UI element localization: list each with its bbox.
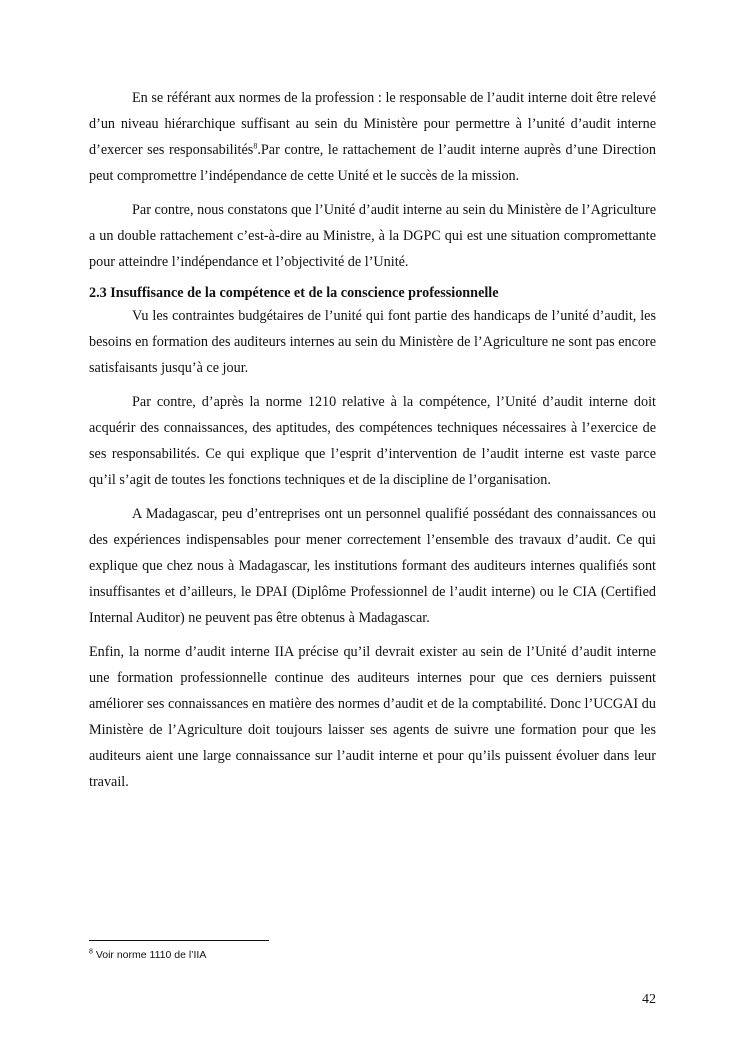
paragraph-2: Par contre, nous constatons que l’Unité d’audit interne au sein du Ministère de l’Agriculture a un double rattachement c’est-à-dire au Ministre, à la DGPC qui est une situation compromettante pour atteindre l’indépendance et l’objectivité de l’Unité. <box>89 202 656 270</box>
paragraph-4: Par contre, d’après la norme 1210 relative à la compétence, l’Unité d’audit interne doit acquérir des connaissances, des aptitudes, des compétences techniques nécessaires à l’exercice de ses responsabilités. Ce qui explique que l’esprit d’intervention de l’audit interne est vaste parce qu’il s’agit de toutes les fonctions techniques et de la discipline de l’organisation. <box>89 394 656 488</box>
footnote-separator <box>89 940 269 941</box>
footnote-text: Voir norme 1110 de l’IIA <box>92 949 207 961</box>
paragraph-1-text-cont: .Par contre, le rattachement de l’audit interne auprès d’une Direction peut compromettre l’indépendance de cette Unité et le succès de la mission. <box>89 142 656 184</box>
section-heading-2-3: 2.3 Insuffisance de la compétence et de la conscience professionnelle <box>89 285 499 301</box>
paragraph-1-text: En se référant aux normes de la profession : le responsable de l’audit interne doit être relevé d’un niveau hiérarchique suffisant au sein du Ministère pour permettre à l’unité d’audit interne d’exercer ses responsabilités <box>89 90 656 158</box>
footnote-reference[interactable]: 8 <box>253 141 258 151</box>
paragraph-1 <box>89 85 656 189</box>
paragraph-3: Vu les contraintes budgétaires de l’unité qui font partie des handicaps de l’unité d’audit, les besoins en formation des auditeurs internes au sein du Ministère de l’Agriculture ne sont pas encore satisfaisants jusqu’à ce jour. <box>89 308 656 376</box>
footnote <box>89 948 206 962</box>
page-body <box>89 85 656 795</box>
footnote-number: 8 <box>89 948 93 956</box>
paragraph-5: A Madagascar, peu d’entreprises ont un personnel qualifié possédant des connaissances ou des expériences indispensables pour mener correctement l’ensemble des travaux d’audit. Ce qui explique que chez nous à Madagascar, les institutions formant des auditeurs internes qualifiés sont insuffisantes et d’ailleurs, le DPAI (Diplôme Professionnel de l’audit interne) ou le CIA (Certified Internal Auditor) ne peuvent pas être obtenus à Madagascar. <box>89 506 656 626</box>
paragraph-6: Enfin, la norme d’audit interne IIA précise qu’il devrait exister au sein de l’Unité d’audit interne une formation professionnelle continue des auditeurs internes pour que ces derniers puissent améliorer ses connaissances en matière des normes d’audit et de la comptabilité. Donc l’UCGAI du Ministère de l’Agriculture doit toujours laisser ses agents de suivre une formation pour que les auditeurs aient une large connaissance sur l’audit interne et pour qu’ils puissent évoluer dans leur travail. <box>89 644 656 790</box>
page-number: 42 <box>642 992 656 1007</box>
